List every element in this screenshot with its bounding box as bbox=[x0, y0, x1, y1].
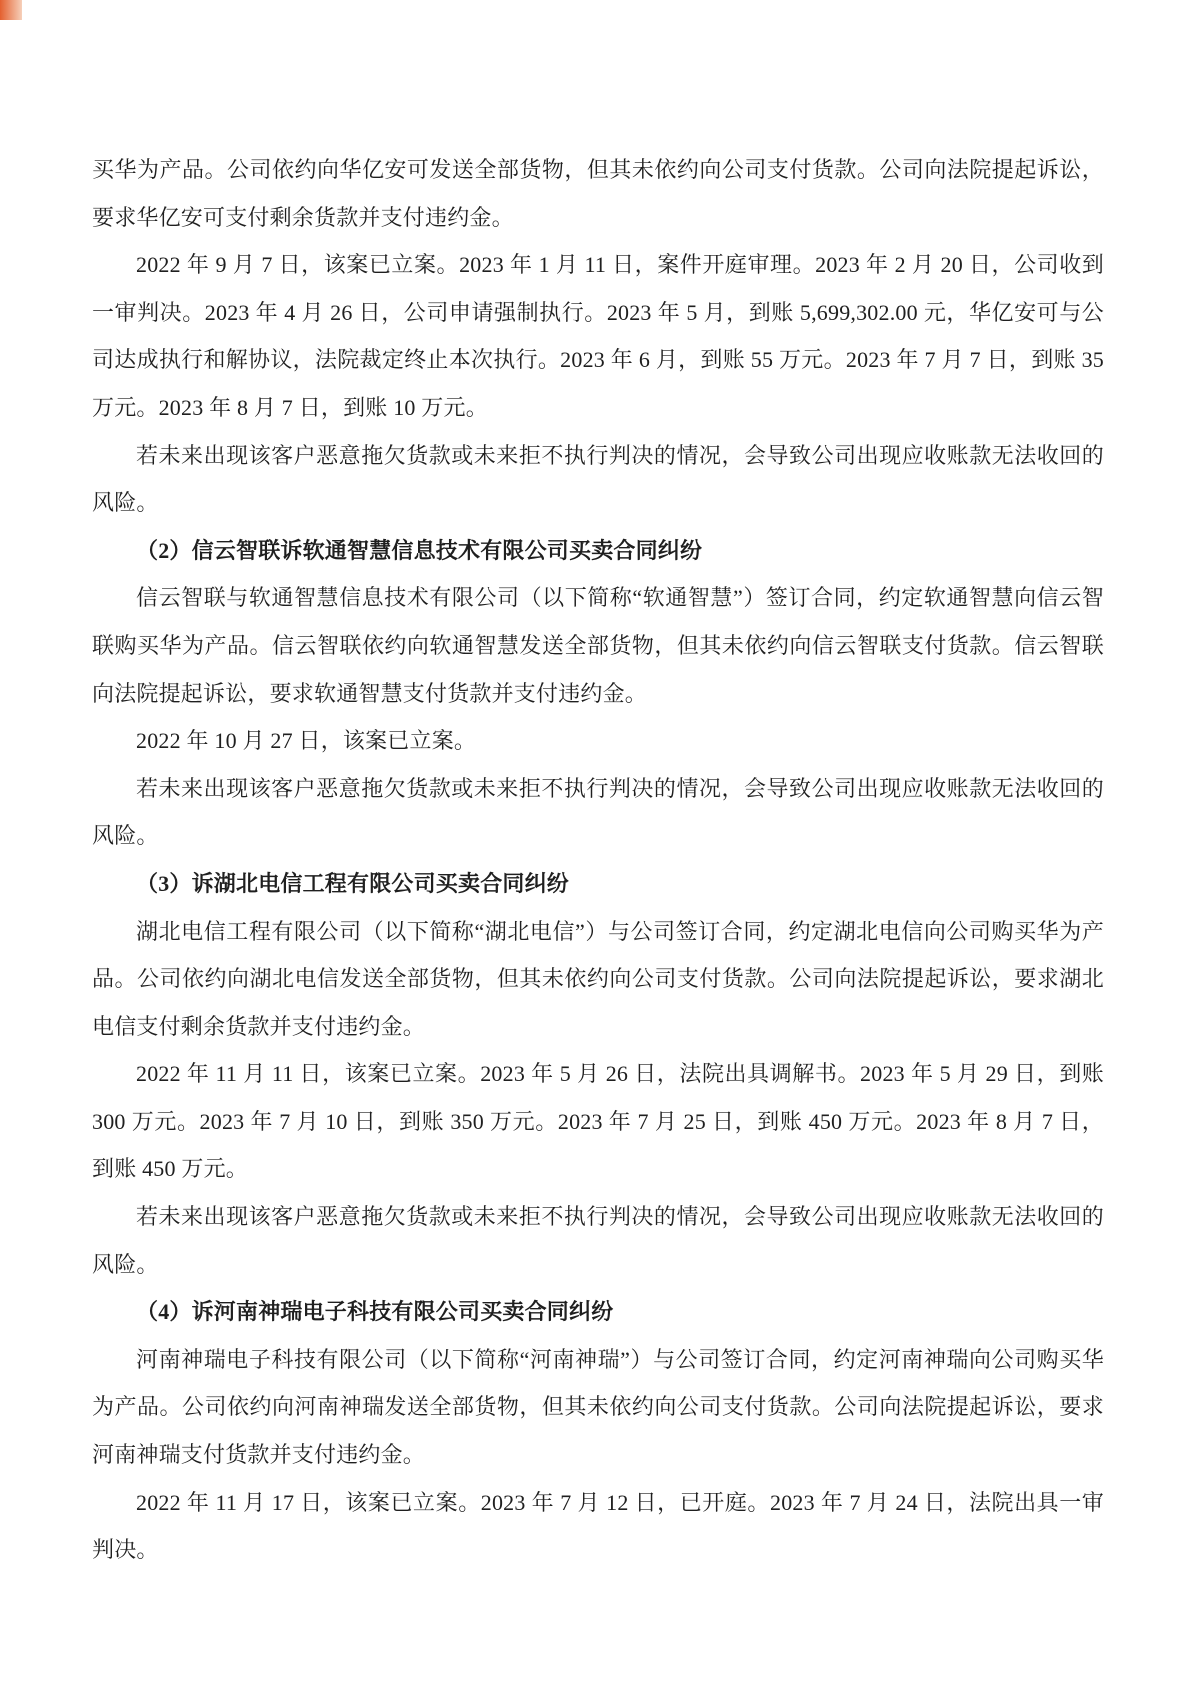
section-heading-case4: （4）诉河南神瑞电子科技有限公司买卖合同纠纷 bbox=[136, 1299, 614, 1325]
paragraph-lawsuit1-timeline: 2022 年 9 月 7 日，该案已立案。2023 年 1 月 11 日，案件开庭审理。2023 年 2 月 20 日，公司收到一审判决。2023 年 4 月 26 日，公司申请强制执行。2023 年 5 月，到账 5,699,302.00 元，华亿安可与公司达成执行和解协议，法院裁定终止本次执行。2023 年 6 月，到账 55 万元。2023 年 7 月 7 日，到账 35 万元。2023 年 8 月 7 日，到账 10 万元。 bbox=[92, 252, 1104, 420]
paragraph-lawsuit4-description: 河南神瑞电子科技有限公司（以下简称“河南神瑞”）与公司签订合同，约定河南神瑞向公司购买华为产品。公司依约向河南神瑞发送全部货物，但其未依约向公司支付货款。公司向法院提起诉讼，要求河南神瑞支付货款并支付违约金。 bbox=[92, 1346, 1104, 1468]
paragraph-lawsuit3-risk: 若未来出现该客户恶意拖欠货款或未来拒不执行判决的情况，会导致公司出现应收账款无法收回的风险。 bbox=[92, 1204, 1104, 1277]
document-body bbox=[92, 146, 1104, 1574]
paragraph-lawsuit1-risk: 若未来出现该客户恶意拖欠货款或未来拒不执行判决的情况，会导致公司出现应收账款无法收回的风险。 bbox=[92, 442, 1104, 516]
section-heading-case3: （3）诉湖北电信工程有限公司买卖合同纠纷 bbox=[136, 870, 570, 896]
paragraph-lawsuit2-risk: 若未来出现该客户恶意拖欠货款或未来拒不执行判决的情况，会导致公司出现应收账款无法收回的风险。 bbox=[92, 775, 1104, 849]
scan-corner-mark bbox=[0, 0, 22, 20]
paragraph-lawsuit2-description: 信云智联与软通智慧信息技术有限公司（以下简称“软通智慧”）签订合同，约定软通智慧向信云智联购买华为产品。信云智联依约向软通智慧发送全部货物，但其未依约向信云智联支付货款。信云智联向法院提起诉讼，要求软通智慧支付货款并支付违约金。 bbox=[92, 585, 1104, 706]
paragraph-lawsuit3-timeline: 2022 年 11 月 11 日，该案已立案。2023 年 5 月 26 日，法院出具调解书。2023 年 5 月 29 日，到账 300 万元。2023 年 7 月 10 日，到账 350 万元。2023 年 7 月 25 日，到账 450 万元。2023 年 8 月 7 日，到账 450 万元。 bbox=[92, 1061, 1104, 1182]
paragraph-lawsuit1-continuation: 买华为产品。公司依约向华亿安可发送全部货物，但其未依约向公司支付货款。公司向法院提起诉讼，要求华亿安可支付剩余货款并支付违约金。 bbox=[92, 157, 1104, 230]
paragraph-lawsuit2-timeline: 2022 年 10 月 27 日，该案已立案。 bbox=[136, 728, 477, 754]
paragraph-lawsuit4-timeline: 2022 年 11 月 17 日，该案已立案。2023 年 7 月 12 日，已开庭。2023 年 7 月 24 日，法院出具一审判决。 bbox=[92, 1489, 1104, 1563]
paragraph-lawsuit3-description: 湖北电信工程有限公司（以下简称“湖北电信”）与公司签订合同，约定湖北电信向公司购买华为产品。公司依约向湖北电信发送全部货物，但其未依约向公司支付货款。公司向法院提起诉讼，要求湖北电信支付剩余货款并支付违约金。 bbox=[92, 918, 1104, 1039]
section-heading-case2: （2）信云智联诉软通智慧信息技术有限公司买卖合同纠纷 bbox=[136, 537, 703, 563]
